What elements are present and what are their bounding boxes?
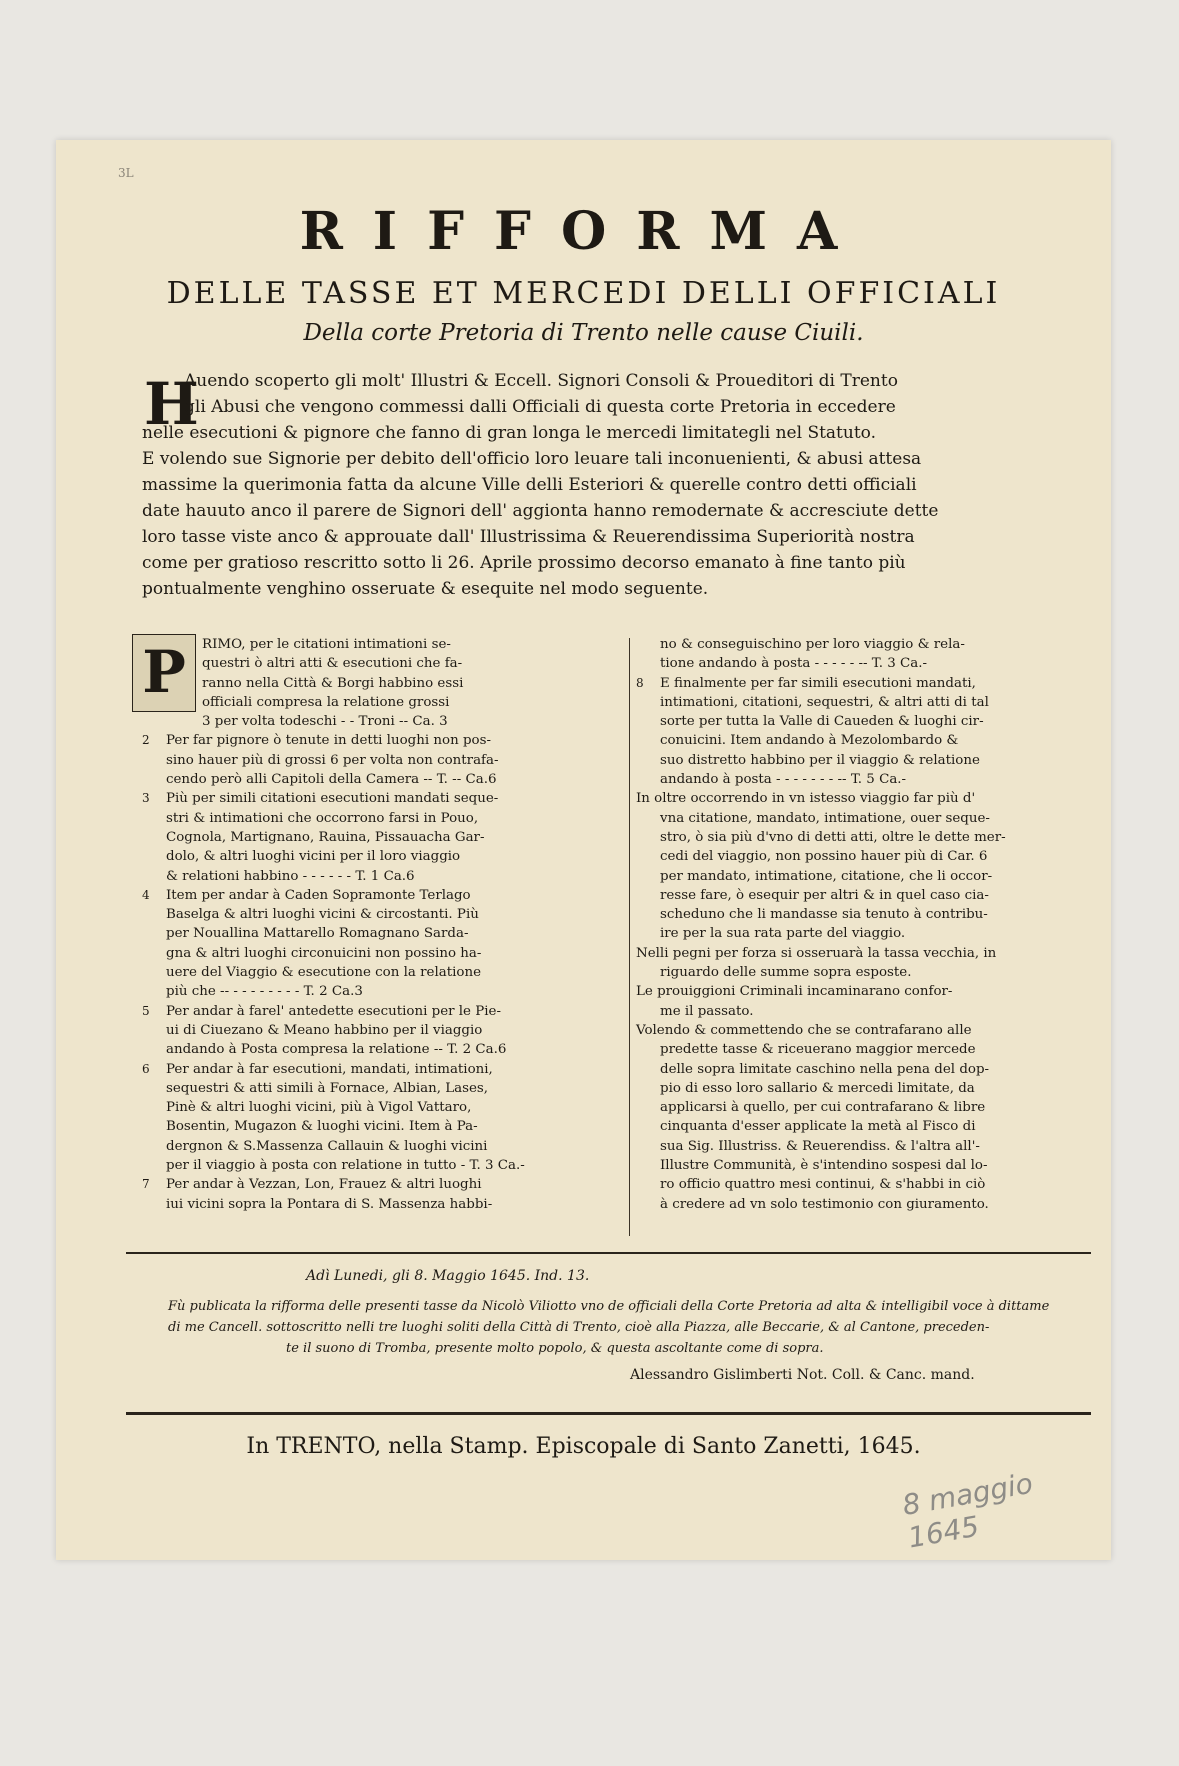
- text-line: [636, 1175, 1096, 1194]
- line-text: sequestri & atti simili à Fornace, Albian, Lases,: [166, 1080, 489, 1096]
- line-text: ro officio quattro mesi continui, & s'habbi in ciò: [660, 1177, 986, 1193]
- intro-line: massime la querimonia fatta da alcune Ville delli Esteriori & querelle contro detti officiali: [142, 475, 917, 495]
- text-line: [142, 731, 628, 750]
- line-text: officiali compresa la relatione grossi: [202, 694, 450, 710]
- text-line: [142, 809, 628, 828]
- line-text: pio di esso loro sallario & mercedi limitate, da: [660, 1080, 975, 1096]
- text-line: [142, 924, 628, 943]
- line-text: stro, ò sia più d'vno di detti atti, oltre le dette mer-: [660, 829, 1006, 845]
- intro-line: E volendo sue Signorie per debito dell'officio loro leuare tali inconuenienti, & abusi attesa: [142, 449, 922, 469]
- line-text: iui vicini sopra la Pontara di S. Massenza habbi-: [166, 1196, 493, 1212]
- line-text: suo distretto habbino per il viaggio & relatione: [660, 752, 980, 768]
- right-column: [636, 635, 1096, 1214]
- intro-line: pontualmente venghino osseruate & esequite nel modo seguente.: [142, 579, 709, 599]
- text-line: [636, 1060, 1096, 1079]
- text-line: [636, 1079, 1096, 1098]
- text-line: [142, 963, 628, 982]
- line-text: predette tasse & riceuerano maggior mercede: [660, 1042, 976, 1058]
- text-line: [636, 886, 1096, 905]
- text-line: [636, 1117, 1096, 1136]
- line-text: più che -- - - - - - - - - T. 2 Ca.3: [166, 984, 363, 1000]
- broadsheet-page: [56, 140, 1111, 1560]
- line-text: per il viaggio à posta con relatione in tutto - T. 3 Ca.-: [166, 1158, 525, 1174]
- corner-pencil-mark: 3L: [118, 166, 134, 180]
- text-line: [636, 982, 1096, 1001]
- text-line: [636, 635, 1096, 654]
- line-text: Volendo & commettendo che se contrafarano alle: [636, 1022, 972, 1038]
- text-line: [142, 905, 628, 924]
- text-line: [142, 693, 628, 712]
- item-number: 2: [142, 733, 150, 748]
- line-text: stri & intimationi che occorrono farsi in Pouo,: [166, 810, 479, 826]
- text-line: [142, 1079, 628, 1098]
- text-line: [636, 1040, 1096, 1059]
- intro-drop-cap: H: [144, 370, 199, 438]
- publication-note-line: di me Cancell. sottoscritto nelli tre luoghi soliti della Città di Trento, cioè alla Piazza, alle Beccarie, & al Cantone, preceden-: [168, 1320, 990, 1335]
- line-text: Pinè & altri luoghi vicini, più à Vigol Vattaro,: [166, 1100, 472, 1116]
- line-text: Per far pignore ò tenute in detti luoghi non pos-: [166, 733, 491, 749]
- text-line: [142, 1195, 628, 1214]
- line-text: sorte per tutta la Valle di Caueden & luoghi cir-: [660, 714, 984, 730]
- publication-date: Adì Lunedi, gli 8. Maggio 1645. Ind. 13.: [306, 1268, 590, 1284]
- text-line: [636, 828, 1096, 847]
- text-line: [142, 886, 628, 905]
- item-number: 8: [636, 675, 644, 690]
- intro-line: date hauuto anco il parere de Signori dell' aggionta hanno remodernate & accresciute dette: [142, 501, 939, 521]
- line-text: scheduno che li mandasse sia tenuto à contribu-: [660, 907, 988, 923]
- text-line: [142, 712, 628, 731]
- line-text: Bosentin, Mugazon & luoghi vicini. Item à Pa-: [166, 1119, 478, 1135]
- line-text: In oltre occorrendo in vn istesso viaggio far più d': [636, 791, 976, 807]
- line-text: andando à posta - - - - - - - -- T. 5 Ca.-: [660, 772, 907, 788]
- line-text: cedi del viaggio, non possino hauer più di Car. 6: [660, 849, 988, 865]
- line-text: applicarsi à quello, per cui contrafarano & libre: [660, 1100, 986, 1116]
- line-text: sino hauer più di grossi 6 per volta non contrafa-: [166, 752, 499, 768]
- text-line: [142, 828, 628, 847]
- document-title: RIFFORMA: [299, 201, 868, 262]
- item-number: 6: [142, 1061, 150, 1076]
- intro-paragraph: [142, 368, 1092, 602]
- text-line: [636, 770, 1096, 789]
- line-text: me il passato.: [660, 1003, 754, 1019]
- intro-line: loro tasse viste anco & approuate dall' Illustrissima & Reuerendissima Superiorità nostra: [142, 527, 915, 547]
- divider-rule: [126, 1412, 1091, 1415]
- text-line: [142, 674, 628, 693]
- line-text: dergnon & S.Massenza Callauin & luoghi vicini: [166, 1138, 488, 1154]
- text-line: [142, 1175, 628, 1194]
- text-line: [636, 1021, 1096, 1040]
- text-line: [142, 654, 628, 673]
- line-text: à credere ad vn solo testimonio con giuramento.: [660, 1196, 989, 1212]
- text-line: [142, 1117, 628, 1136]
- line-text: E finalmente per far simili esecutioni mandati,: [660, 675, 976, 691]
- line-text: riguardo delle summe sopra esposte.: [660, 965, 912, 981]
- text-line: [142, 1040, 628, 1059]
- text-line: [142, 635, 628, 654]
- line-text: tione andando à posta - - - - - -- T. 3 Ca.-: [660, 656, 928, 672]
- column-divider: [629, 638, 630, 1236]
- text-line: [142, 847, 628, 866]
- item-number: 3: [142, 791, 150, 806]
- text-line: [142, 944, 628, 963]
- item-number: 7: [142, 1177, 150, 1192]
- line-text: per Nouallina Mattarello Romagnano Sarda-: [166, 926, 469, 942]
- text-line: [636, 1195, 1096, 1214]
- line-text: uere del Viaggio & esecutione con la relatione: [166, 965, 481, 981]
- text-line: [142, 1002, 628, 1021]
- line-text: per mandato, intimatione, citatione, che li occor-: [660, 868, 993, 884]
- text-line: [636, 693, 1096, 712]
- line-text: intimationi, citationi, sequestri, & altri atti di tal: [660, 694, 989, 710]
- text-line: [142, 1156, 628, 1175]
- text-line: [636, 712, 1096, 731]
- line-text: Per andar à farel' antedette esecutioni per le Pie-: [166, 1003, 501, 1019]
- printer-imprint: In TRENTO, nella Stamp. Episcopale di Santo Zanetti, 1645.: [246, 1434, 921, 1459]
- text-line: [636, 905, 1096, 924]
- intro-line: gli Abusi che vengono commessi dalli Officiali di questa corte Pretoria in eccedere: [184, 397, 896, 417]
- line-text: Baselga & altri luoghi vicini & circostanti. Più: [166, 907, 479, 923]
- line-text: sua Sig. Illustriss. & Reuerendiss. & l'altra all'-: [660, 1138, 980, 1154]
- line-text: Item per andar à Caden Sopramonte Terlago: [166, 887, 471, 903]
- publication-note-line: te il suono di Tromba, presente molto popolo, & questa ascoltante come di sopra.: [286, 1341, 824, 1356]
- line-text: RIMO, per le citationi intimationi se-: [202, 637, 451, 652]
- line-text: Per andar à far esecutioni, mandati, intimationi,: [166, 1061, 493, 1077]
- text-line: [142, 789, 628, 808]
- line-text: conuicini. Item andando à Mezolombardo &: [660, 733, 959, 749]
- line-text: & relationi habbino - - - - - - T. 1 Ca.6: [166, 868, 415, 884]
- text-line: [636, 944, 1096, 963]
- text-line: [636, 1098, 1096, 1117]
- intro-line: Auendo scoperto gli molt' Illustri & Eccell. Signori Consoli & Proueditori di Trento: [184, 371, 898, 391]
- line-text: cinquanta d'esser applicate la metà al Fisco di: [660, 1119, 976, 1135]
- text-line: [636, 867, 1096, 886]
- document-tagline: Della corte Pretoria di Trento nelle cause Ciuili.: [303, 320, 864, 346]
- line-text: questri ò altri atti & esecutioni che fa-: [202, 656, 463, 672]
- text-line: [636, 963, 1096, 982]
- item-number: 4: [142, 887, 150, 902]
- left-column: [142, 635, 628, 1214]
- line-text: resse fare, ò esequir per altri & in quel caso cia-: [660, 887, 989, 903]
- line-text: Cognola, Martignano, Rauina, Pissauacha Gar-: [166, 829, 485, 845]
- text-line: [636, 731, 1096, 750]
- line-text: andando à Posta compresa la relatione -- T. 2 Ca.6: [166, 1042, 507, 1058]
- text-line: [636, 1137, 1096, 1156]
- left-column-drop-cap: P: [132, 634, 196, 712]
- text-line: [142, 770, 628, 789]
- text-line: [142, 1137, 628, 1156]
- line-text: Per andar à Vezzan, Lon, Frauez & altri luoghi: [166, 1177, 482, 1193]
- text-line: [636, 751, 1096, 770]
- line-text: delle sopra limitate caschino nella pena del dop-: [660, 1061, 990, 1077]
- line-text: ranno nella Città & Borgi habbino essi: [202, 675, 464, 691]
- text-line: [142, 982, 628, 1001]
- line-text: vna citatione, mandato, intimatione, ouer seque-: [660, 810, 990, 826]
- line-text: cendo però alli Capitoli della Camera -- T. -- Ca.6: [166, 772, 497, 788]
- text-line: [636, 789, 1096, 808]
- document-subtitle: DELLE TASSE ET MERCEDI DELLI OFFICIALI: [166, 276, 1001, 311]
- line-text: ire per la sua rata parte del viaggio.: [660, 926, 906, 942]
- text-line: [636, 1156, 1096, 1175]
- text-line: [142, 1098, 628, 1117]
- line-text: 3 per volta todeschi - - Troni -- Ca. 3: [202, 714, 448, 730]
- text-line: [142, 1060, 628, 1079]
- line-text: gna & altri luoghi circonuicini non possino ha-: [166, 945, 482, 961]
- text-line: [636, 654, 1096, 673]
- notary-signature: Alessandro Gislimberti Not. Coll. & Canc. mand.: [630, 1367, 975, 1383]
- text-line: [636, 1002, 1096, 1021]
- text-line: [142, 1021, 628, 1040]
- text-line: [636, 924, 1096, 943]
- handwritten-date-note: 8 maggio 1645: [899, 1466, 1036, 1555]
- intro-line: come per gratioso rescritto sotto li 26. Aprile prossimo decorso emanato à fine tanto più: [142, 553, 906, 573]
- intro-line: nelle esecutioni & pignore che fanno di gran longa le mercedi limitategli nel Statuto.: [142, 423, 877, 443]
- line-text: dolo, & altri luoghi vicini per il loro viaggio: [166, 849, 461, 865]
- text-line: [636, 847, 1096, 866]
- line-text: ui di Ciuezano & Meano habbino per il viaggio: [166, 1022, 483, 1038]
- text-line: [636, 674, 1096, 693]
- line-text: Le prouiggioni Criminali incaminarano confor-: [636, 984, 953, 1000]
- text-line: [636, 809, 1096, 828]
- line-text: Illustre Communità, è s'intendino sospesi dal lo-: [660, 1158, 988, 1174]
- line-text: Nelli pegni per forza si osseruarà la tassa vecchia, in: [636, 945, 997, 961]
- line-text: Più per simili citationi esecutioni mandati seque-: [166, 791, 499, 807]
- publication-note-line: Fù publicata la rifforma delle presenti tasse da Nicolò Viliotto vno de officiali della Corte Pretoria ad alta & intelligibil voce à dittame: [168, 1299, 1050, 1314]
- line-text: no & conseguischino per loro viaggio & rela-: [660, 637, 965, 652]
- text-line: [142, 867, 628, 886]
- divider-rule: [126, 1252, 1091, 1254]
- item-number: 5: [142, 1003, 150, 1018]
- text-line: [142, 751, 628, 770]
